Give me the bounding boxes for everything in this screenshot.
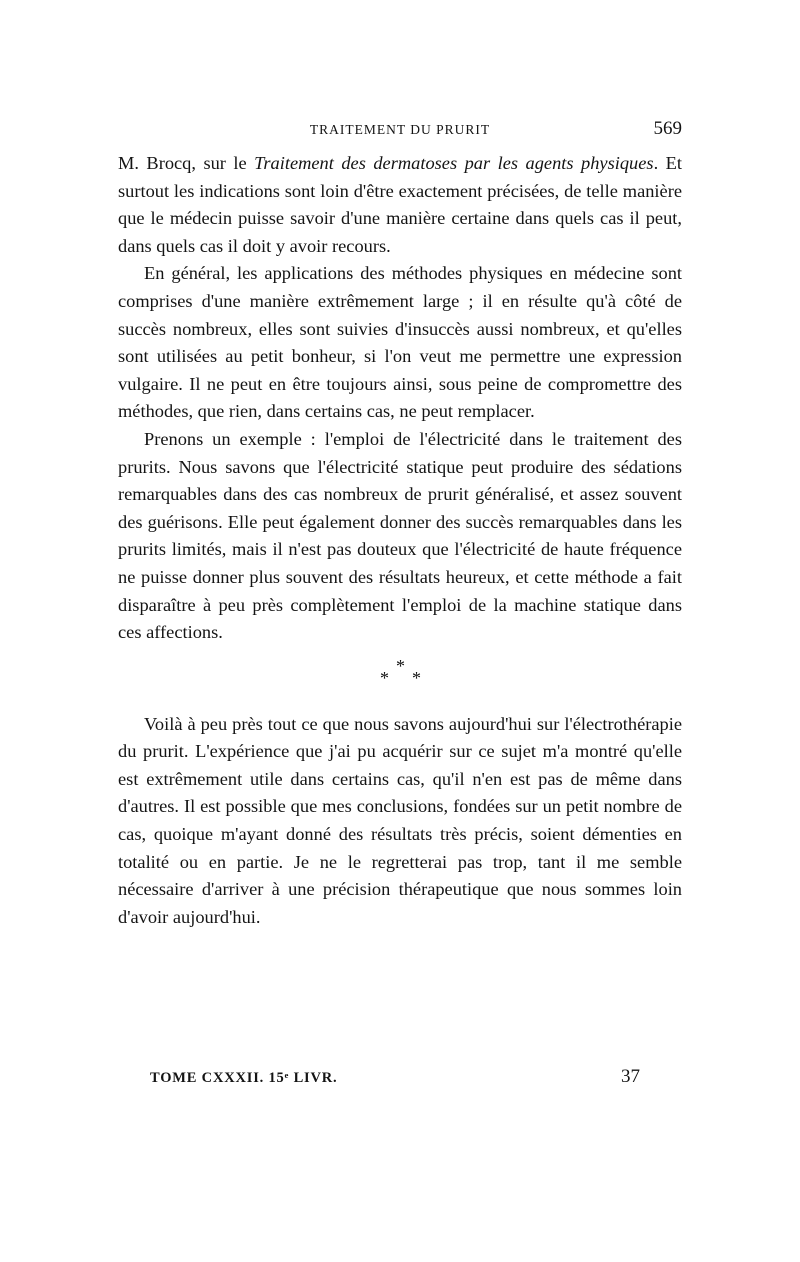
running-title: TRAITEMENT DU PRURIT — [309, 122, 491, 137]
paragraph-1-start: M. Brocq, sur le — [118, 153, 255, 173]
asterism — [118, 647, 682, 711]
folio-number: 37 — [621, 1066, 640, 1087]
asterism-star-right: * — [412, 667, 421, 688]
footer — [150, 1066, 640, 1090]
book-title: Traitement des dermatoses par les agents physiques — [254, 153, 654, 173]
body-text — [118, 150, 682, 931]
asterism-star-top: * — [396, 655, 405, 676]
asterism-star-left: * — [380, 667, 389, 688]
paragraph-1 — [118, 150, 682, 260]
paragraph-2: En général, les applications des méthodes physiques en médecine sont comprises d'une manière extrêmement large ; il en résulte qu'à côté de succès nombreux, elles sont suivies d'insuccès aussi nombreux, et qu'elles sont utilisées au petit bonheur, si l'on veut me permettre une expression vulgaire. Il ne peut en être toujours ainsi, sous peine de compromettre des méthodes, que rien, dans certains cas, ne peut remplacer. — [118, 263, 682, 422]
paragraph-4: Voilà à peu près tout ce que nous savons aujourd'hui sur l'électrothérapie du prurit. L'expérience que j'ai pu acquérir sur ce sujet m'a montré qu'elle est extrêmement utile dans certains cas, qu'il n'en est pas de même dans d'autres. Il est possible que mes conclusions, fondées sur un petit nombre de cas, quoique m'ayant donné des résultats très précis, soient démenties en totalité ou en partie. Je ne le regretterai pas trop, tant il me semble nécessaire d'arriver à une précision thérapeutique que nous sommes loin d'avoir aujourd'hui. — [118, 713, 682, 927]
signature-mark: TOME CXXXII. 15ᵉ LIVR. — [150, 1070, 338, 1086]
paragraph-1-rest: . Et surtout les indications sont loin d'être exactement précisées, de telle manière que le médecin puisse savoir d'une manière certaine dans quels cas il peut, dans quels cas il doit y avoir recours. — [118, 153, 683, 256]
page-number: 569 — [653, 118, 682, 139]
paragraph-3: Prenons un exemple : l'emploi de l'électricité dans le traitement des prurits. Nous savons que l'électricité statique peut produire des sédations remarquables dans des cas nombreux de prurit généralisé, et assez souvent des guérisons. Elle peut également donner des succès remarquables dans les prurits limités, mais il n'est pas douteux que l'électricité de haute fréquence ne puisse donner plus souvent des résultats heureux, et cette méthode a fait disparaître à peu près complètement l'emploi de la machine statique dans ces affections. — [118, 428, 682, 643]
running-head — [118, 118, 682, 142]
